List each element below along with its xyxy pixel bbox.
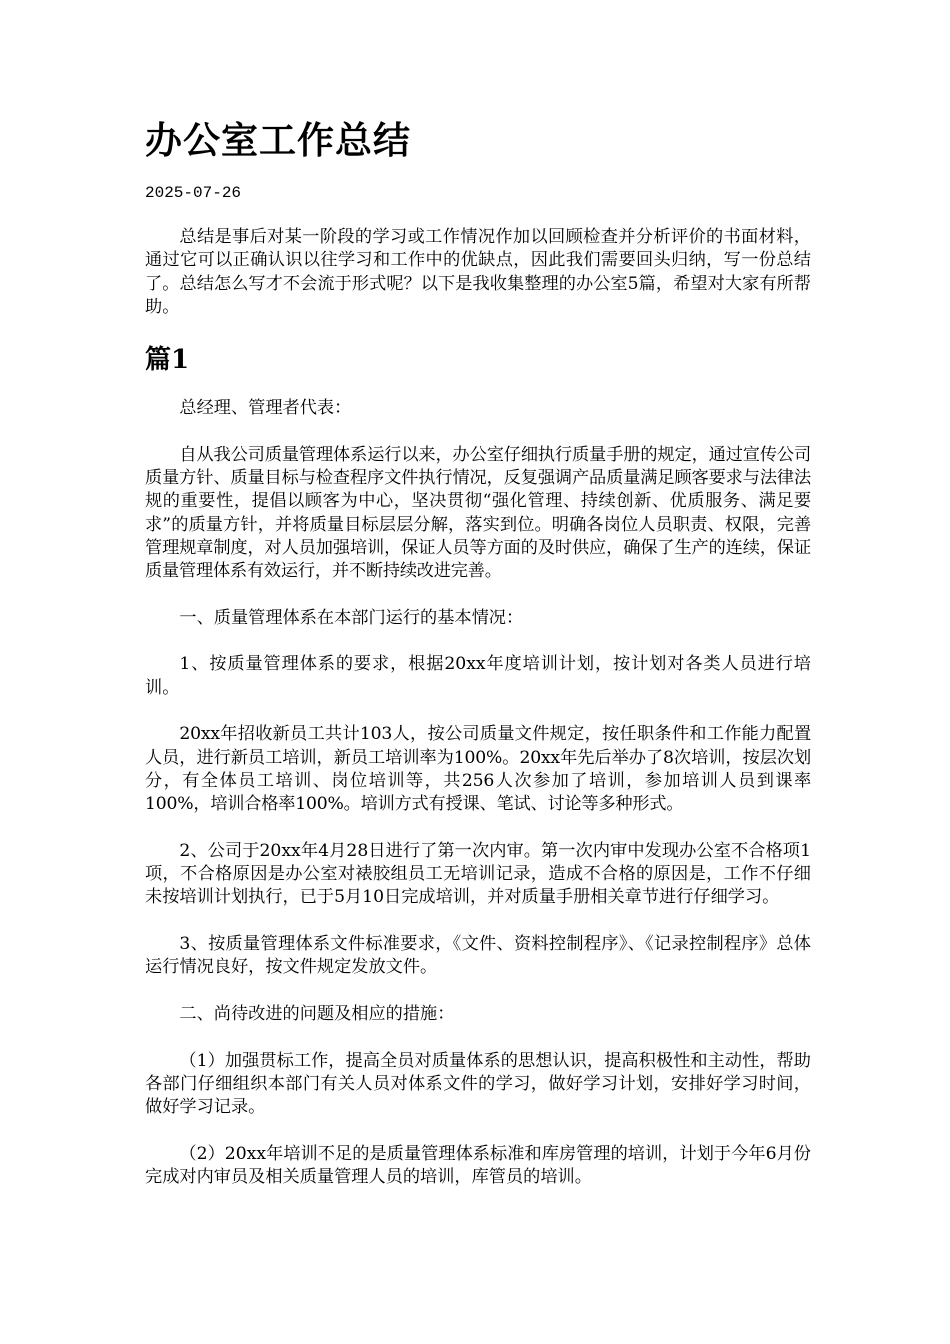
document-title: 办公室工作总结 bbox=[145, 118, 411, 162]
body-paragraph: （1）加强贯标工作，提高全员对质量体系的思想认识，提高积极性和主动性，帮助各部门仔细组织本部门有关人员对体系文件的学习，做好学习计划，安排好学习时间，做好学习记录。 bbox=[145, 1050, 811, 1118]
section-heading: 篇1 bbox=[145, 345, 190, 376]
body-paragraph: 2、公司于20xx年4月28日进行了第一次内审。第一次内审中发现办公室不合格项1项，不合格原因是办公室对裱胶组员工无培训记录，造成不合格的原因是，工作不仔细未按培训计划执行，已于5月10日完成培训，并对质量手册相关章节进行仔细学习。 bbox=[145, 840, 811, 908]
salutation-paragraph: 总经理、管理者代表： bbox=[179, 398, 352, 419]
document-body bbox=[145, 112, 811, 1189]
body-paragraph: 3、按质量管理体系文件标准要求，《文件、资料控制程序》、《记录控制程序》总体运行情况良好，按文件规定发放文件。 bbox=[145, 934, 811, 978]
body-paragraph: 自从我公司质量管理体系运行以来，办公室仔细执行质量手册的规定，通过宣传公司质量方针、质量目标与检查程序文件执行情况，反复强调产品质量满足顾客要求与法律法规的重要性，提倡以顾客为中心，坚决贯彻“强化管理、持续创新、优质服务、满足要求”的质量方针，并将质量目标层层分解，落实到位。明确各岗位人员职责、权限，完善管理规章制度，对人员加强培训，保证人员等方面的及时供应，确保了生产的连续，保证质量管理体系有效运行，并不断持续改进完善。 bbox=[145, 444, 811, 582]
subheading-paragraph: 一、质量管理体系在本部门运行的基本情况： bbox=[179, 607, 524, 628]
body-paragraph: 1、按质量管理体系的要求，根据20xx年度培训计划，按计划对各类人员进行培训。 bbox=[145, 654, 811, 698]
body-paragraph: 20xx年招收新员工共计103人，按公司质量文件规定，按任职条件和工作能力配置人员，进行新员工培训，新员工培训率为100%。20xx年先后举办了8次培训，按层次划分，有全体员工培训、岗位培训等，共256人次参加了培训，参加培训人员到课率100%，培训合格率100%。培训方式有授课、笔试、讨论等多种形式。 bbox=[145, 724, 811, 815]
intro-paragraph: 总结是事后对某一阶段的学习或工作情况作加以回顾检查并分析评价的书面材料，通过它可以正确认识以往学习和工作中的优缺点，因此我们需要回头归纳，写一份总结了。总结怎么写才不会流于形式呢？以下是我收集整理的办公室5篇，希望对大家有所帮助。 bbox=[145, 227, 811, 317]
subheading-paragraph: 二、尚待改进的问题及相应的措施： bbox=[179, 1003, 455, 1024]
document-date: 2025-07-26 bbox=[145, 184, 242, 202]
body-paragraph: （2）20xx年培训不足的是质量管理体系标准和库房管理的培训，计划于今年6月份完成对内审员及相关质量管理人员的培训，库管员的培训。 bbox=[145, 1143, 811, 1187]
